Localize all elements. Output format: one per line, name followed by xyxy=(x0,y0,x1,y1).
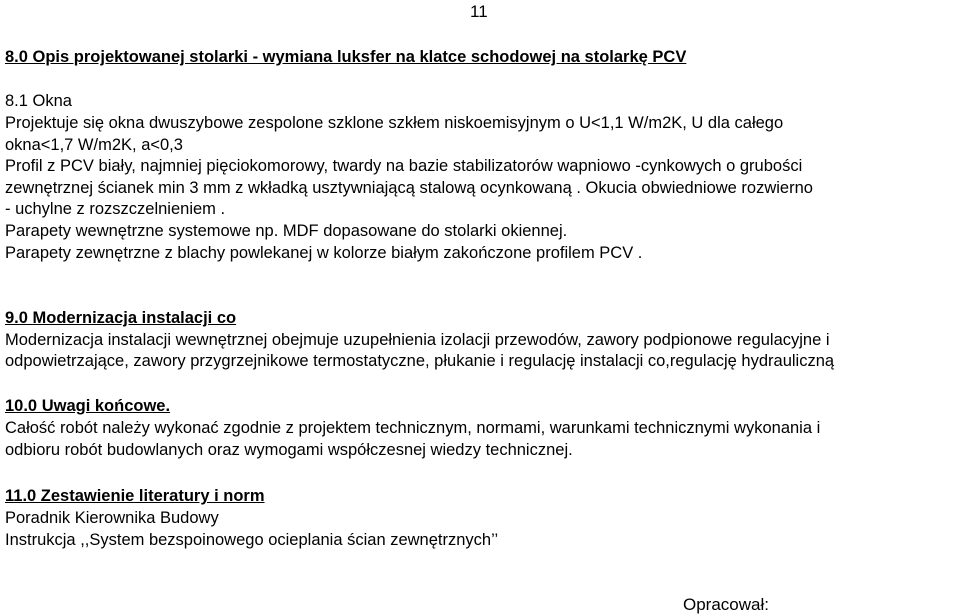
section-8-1-heading: 8.1 Okna xyxy=(5,92,72,110)
section-8-line: okna<1,7 W/m2K, a<0,3 xyxy=(5,136,183,154)
section-9-line: Modernizacja instalacji wewnętrznej obejmuje uzupełnienia izolacji przewodów, zawory podpionowe regulacyjne i xyxy=(5,331,830,349)
section-9-heading: 9.0 Modernizacja instalacji co xyxy=(5,309,237,327)
section-9-line: odpowietrzające, zawory przygrzejnikowe termostatyczne, płukanie i regulację instalacji co,regulację hydrauliczną xyxy=(5,352,835,370)
signature-label: Opracował: xyxy=(683,595,769,614)
section-8-line: Projektuje się okna dwuszybowe zespolone szklone szkłem niskoemisyjnym o U<1,1 W/m2K, U dla całego xyxy=(5,114,784,132)
section-8-line: Parapety zewnętrzne z blachy powlekanej w kolorze białym zakończone profilem PCV . xyxy=(5,244,643,262)
section-11-heading: 11.0 Zestawienie literatury i norm xyxy=(5,487,265,505)
page-number: 11 xyxy=(470,2,488,21)
section-10-line: odbioru robót budowlanych oraz wymogami współczesnej wiedzy technicznej. xyxy=(5,441,573,459)
section-10-heading: 10.0 Uwagi końcowe. xyxy=(5,397,171,415)
literature-item: Poradnik Kierownika Budowy xyxy=(5,509,219,527)
section-8-line: zewnętrznej ścianek min 3 mm z wkładką usztywniającą stalową ocynkowaną . Okucia obwiedniowe rozwierno xyxy=(5,179,813,197)
section-8-line: - uchylne z rozszczelnieniem . xyxy=(5,200,226,218)
section-8-line: Profil z PCV biały, najmniej pięciokomorowy, twardy na bazie stabilizatorów wapniowo -cynkowych o grubości xyxy=(5,157,803,175)
section-8-heading: 8.0 Opis projektowanej stolarki - wymiana luksfer na klatce schodowej na stolarkę PCV xyxy=(5,48,687,66)
section-8-line: Parapety wewnętrzne systemowe np. MDF dopasowane do stolarki okiennej. xyxy=(5,222,568,240)
literature-item: Instrukcja ,,System bezspoinowego ocieplania ścian zewnętrznych’’ xyxy=(5,531,499,549)
section-10-line: Całość robót należy wykonać zgodnie z projektem technicznym, normami, warunkami technicznymi wykonania i xyxy=(5,419,821,437)
